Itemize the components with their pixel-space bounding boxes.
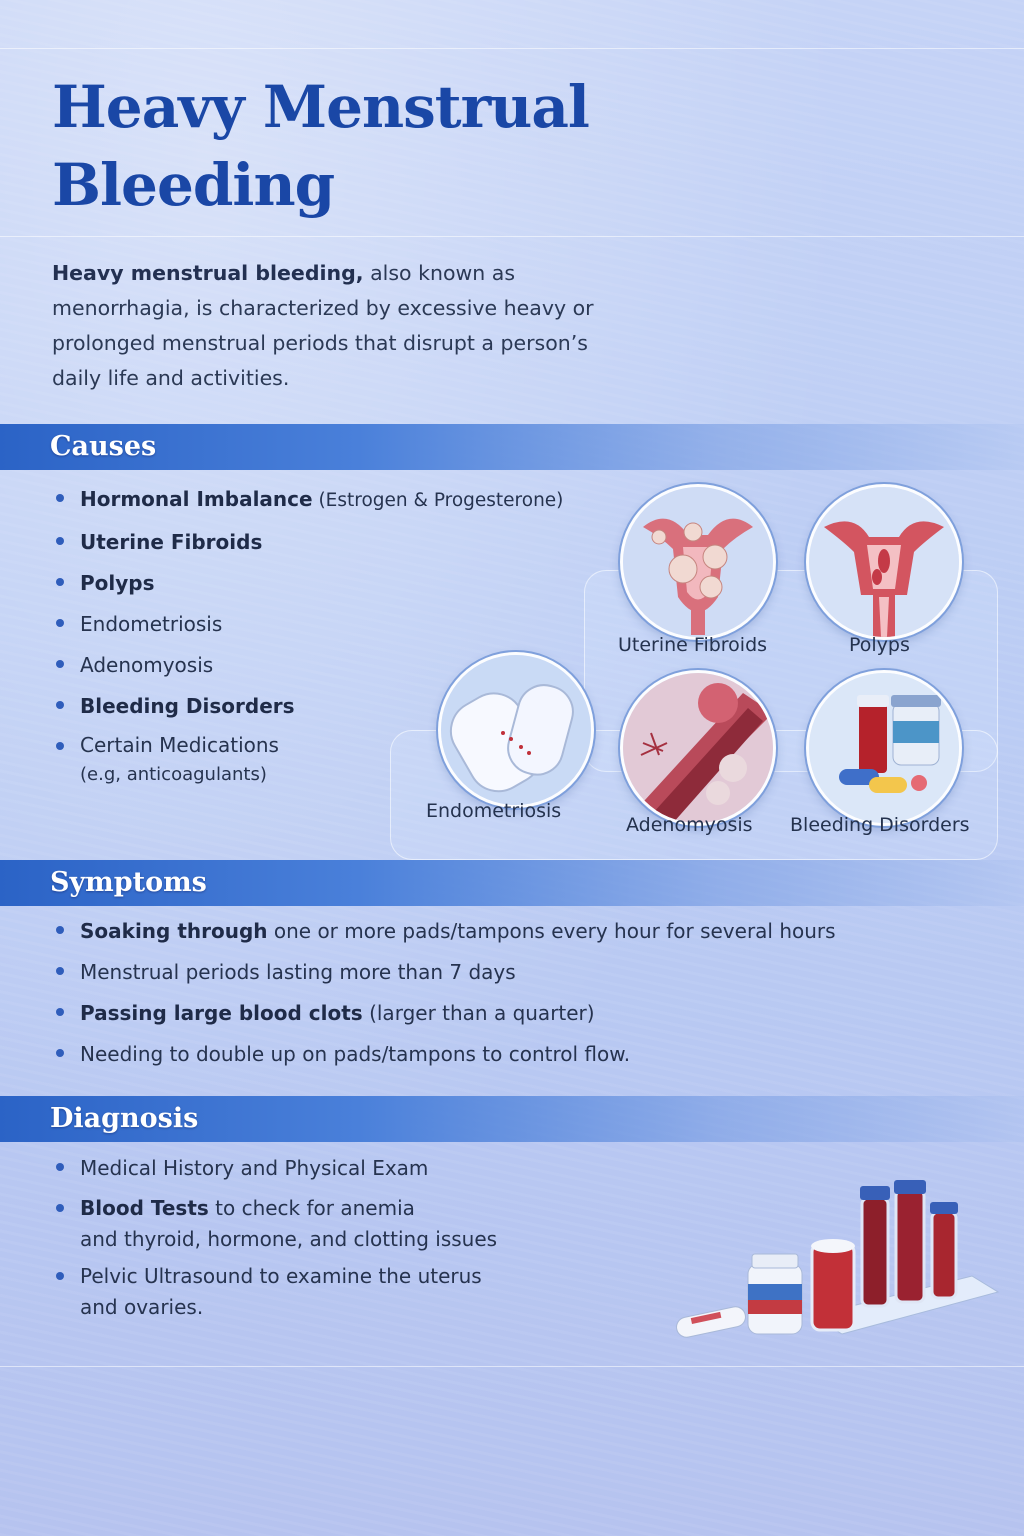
list-item bbox=[52, 1192, 652, 1254]
causes-band bbox=[0, 424, 1024, 470]
symptoms-band bbox=[0, 860, 1024, 906]
list-item bbox=[52, 607, 612, 641]
endometriosis-image bbox=[438, 652, 594, 808]
cause-bold: Polyps bbox=[80, 571, 155, 595]
diagnosis-text: to check for anemia bbox=[208, 1196, 415, 1220]
title-divider bbox=[0, 236, 1024, 237]
symptom-text: Menstrual periods lasting more than 7 days bbox=[80, 960, 516, 984]
symptoms-heading: Symptoms bbox=[50, 867, 207, 898]
cause-text: Endometriosis bbox=[80, 612, 223, 636]
title-line-2: Bleeding bbox=[52, 151, 335, 219]
symptom-text: (larger than a quarter) bbox=[362, 1001, 595, 1025]
list-item bbox=[52, 1151, 652, 1185]
adenomyosis-image bbox=[620, 670, 776, 826]
cause-text: (Estrogen & Progesterone) bbox=[312, 490, 564, 511]
symptom-text: Needing to double up on pads/tampons to control flow. bbox=[80, 1042, 631, 1066]
causes-heading: Causes bbox=[50, 431, 157, 462]
page-title bbox=[52, 68, 589, 224]
list-item bbox=[52, 566, 612, 600]
diagnosis-heading: Diagnosis bbox=[50, 1103, 199, 1134]
symptoms-list bbox=[52, 914, 972, 1071]
diagnosis-text: Pelvic Ultrasound to examine the uterus bbox=[80, 1264, 482, 1288]
bleeding-disorders-label: Bleeding Disorders bbox=[790, 814, 970, 836]
symptom-bold: Soaking through bbox=[80, 919, 268, 943]
intro-bold: Heavy menstrual bleeding, bbox=[52, 261, 364, 285]
cause-text: Adenomyosis bbox=[80, 653, 214, 677]
list-item bbox=[52, 1260, 652, 1322]
uterine-fibroids-image bbox=[620, 484, 776, 640]
cause-bold: Uterine Fibroids bbox=[80, 530, 263, 554]
bottom-divider bbox=[0, 1366, 1024, 1367]
top-divider bbox=[0, 48, 1024, 49]
diagnosis-subtext: and ovaries. bbox=[80, 1295, 204, 1319]
list-item bbox=[52, 482, 612, 518]
adenomyosis-label: Adenomyosis bbox=[626, 814, 753, 836]
title-line-1: Heavy Menstrual bbox=[52, 73, 589, 141]
intro-text: also known as menorrhagia, is characterized by excessive heavy or prolonged menstrual periods that disrupt a person’s daily life and activities. bbox=[52, 261, 594, 390]
diagnosis-band bbox=[0, 1096, 1024, 1142]
cause-bold: Bleeding Disorders bbox=[80, 694, 295, 718]
cause-bold: Hormonal Imbalance bbox=[80, 487, 313, 511]
diagnosis-subtext: and thyroid, hormone, and clotting issues bbox=[80, 1227, 498, 1251]
diagnosis-list bbox=[52, 1151, 652, 1322]
polyps-label: Polyps bbox=[849, 634, 910, 656]
list-item bbox=[52, 955, 972, 989]
polyps-image bbox=[806, 484, 962, 640]
uterine-fibroids-label: Uterine Fibroids bbox=[618, 634, 768, 656]
bleeding-disorders-image bbox=[806, 670, 962, 826]
lab-tubes-illustration bbox=[672, 1176, 1008, 1346]
intro-paragraph bbox=[52, 256, 612, 396]
endometriosis-label: Endometriosis bbox=[426, 800, 562, 822]
list-item bbox=[52, 996, 972, 1030]
cause-text: Certain Medications bbox=[80, 733, 279, 757]
diagnosis-bold: Blood Tests bbox=[80, 1196, 209, 1220]
list-item bbox=[52, 1037, 972, 1071]
list-item bbox=[52, 914, 972, 948]
list-item bbox=[52, 525, 612, 559]
symptom-text: one or more pads/tampons every hour for several hours bbox=[267, 919, 836, 943]
cause-subtext: (e.g, anticoagulants) bbox=[80, 764, 267, 785]
diagnosis-text: Medical History and Physical Exam bbox=[80, 1156, 429, 1180]
symptom-bold: Passing large blood clots bbox=[80, 1001, 363, 1025]
